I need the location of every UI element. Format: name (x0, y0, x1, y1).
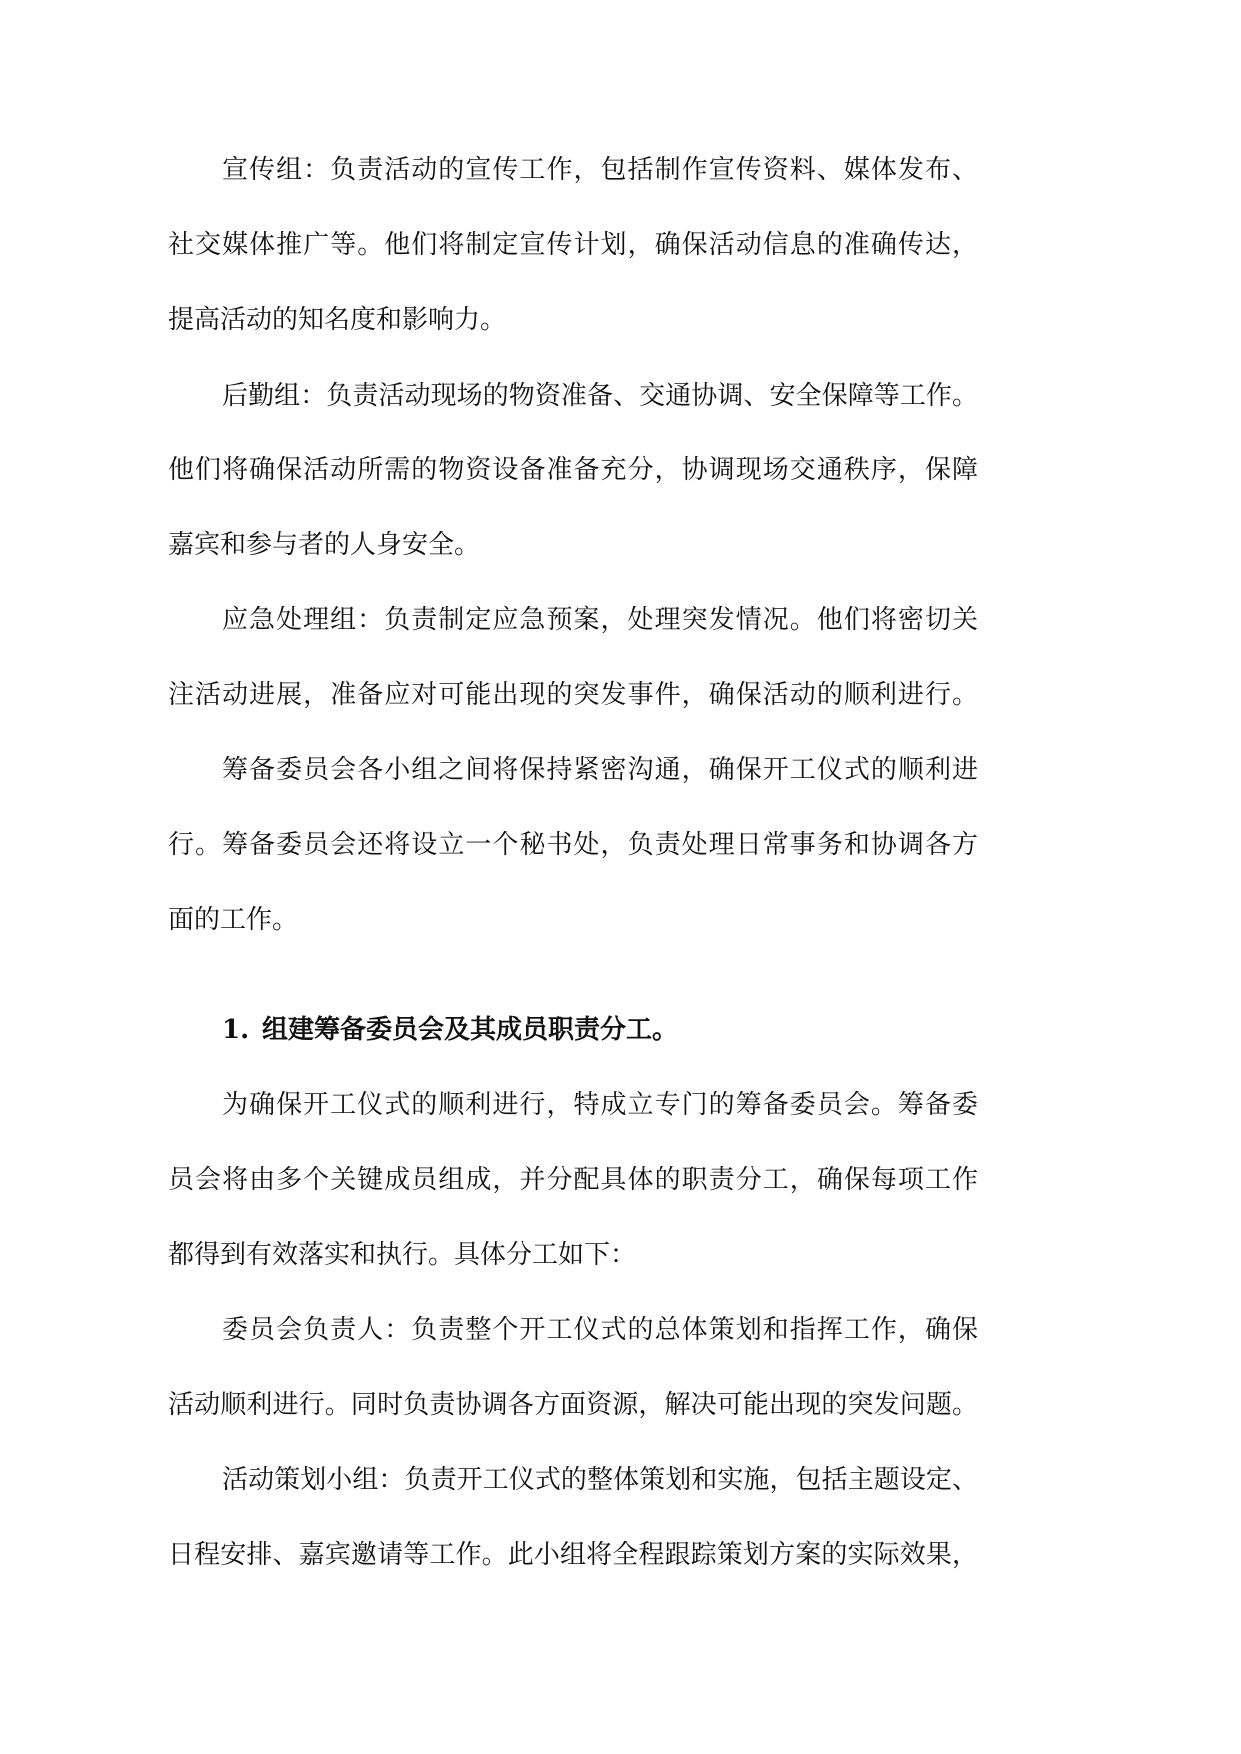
paragraph-line: 面的工作。 (168, 905, 299, 935)
section-title: 组建筹备委员会及其成员职责分工。 (262, 1015, 679, 1045)
paragraph-line: 行。筹备委员会还将设立一个秘书处，负责处理日常事务和协调各方 (168, 830, 978, 860)
paragraph-line: 为确保开工仪式的顺利进行，特成立专门的筹备委员会。筹备委 (222, 1090, 978, 1120)
paragraph-line: 后勤组：负责活动现场的物资准备、交通协调、安全保障等工作。 (222, 381, 978, 411)
paragraph-line: 日程安排、嘉宾邀请等工作。此小组将全程跟踪策划方案的实际效果， (168, 1540, 978, 1570)
section-number: 1. (222, 1015, 250, 1045)
paragraph-line: 他们将确保活动所需的物资设备准备充分，协调现场交通秩序，保障 (168, 455, 978, 485)
paragraph-line: 都得到有效落实和执行。具体分工如下： (168, 1240, 637, 1270)
paragraph-line: 活动策划小组：负责开工仪式的整体策划和实施，包括主题设定、 (222, 1465, 978, 1495)
paragraph-line: 宣传组：负责活动的宣传工作，包括制作宣传资料、媒体发布、 (222, 155, 978, 185)
section-heading (222, 1010, 678, 1050)
paragraph-line: 活动顺利进行。同时负责协调各方面资源，解决可能出现的突发问题。 (168, 1390, 978, 1420)
paragraph-line: 注活动进展，准备应对可能出现的突发事件，确保活动的顺利进行。 (168, 680, 978, 710)
paragraph-line: 委员会负责人：负责整个开工仪式的总体策划和指挥工作，确保 (222, 1315, 978, 1345)
paragraph-line: 提高活动的知名度和影响力。 (168, 305, 507, 335)
paragraph-line: 应急处理组：负责制定应急预案，处理突发情况。他们将密切关 (222, 605, 978, 635)
paragraph-line: 社交媒体推广等。他们将制定宣传计划，确保活动信息的准确传达， (168, 230, 978, 260)
paragraph-line: 嘉宾和参与者的人身安全。 (168, 530, 481, 560)
paragraph-line: 筹备委员会各小组之间将保持紧密沟通，确保开工仪式的顺利进 (222, 755, 978, 785)
paragraph-line: 员会将由多个关键成员组成，并分配具体的职责分工，确保每项工作 (168, 1165, 978, 1195)
